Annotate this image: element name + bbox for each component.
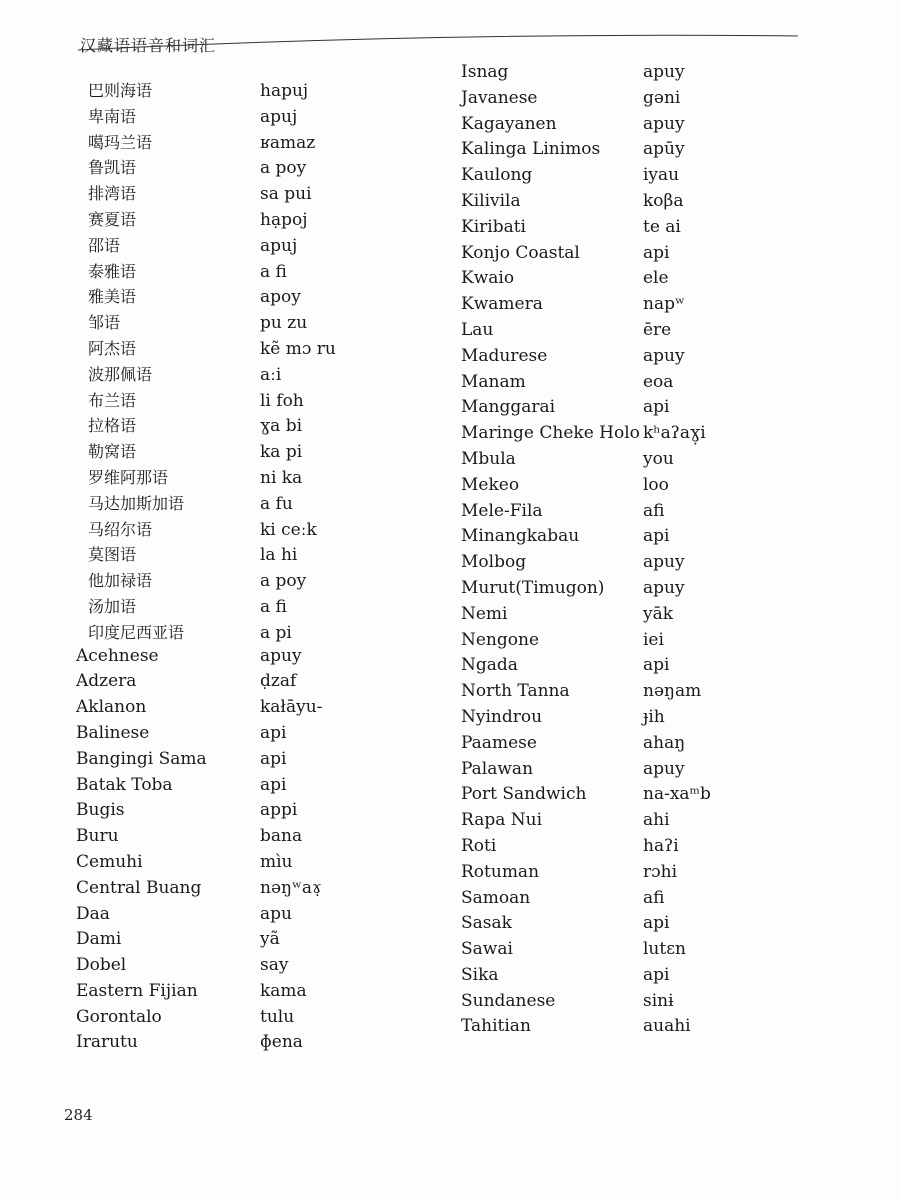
language-name: Aklanon [76, 697, 147, 718]
word-entry [461, 475, 711, 501]
word-form: lutɛn [643, 939, 686, 960]
language-name: Sika [461, 964, 499, 985]
word-entry [76, 491, 336, 517]
word-entry [461, 165, 711, 191]
word-entry [461, 655, 711, 681]
language-name: Manggarai [461, 397, 556, 418]
word-form: iyau [643, 165, 680, 186]
language-name: Palawan [461, 758, 534, 779]
word-form: appi [260, 800, 298, 821]
word-form: yã [260, 929, 280, 950]
word-entry [76, 800, 336, 826]
language-name: Irarutu [76, 1032, 138, 1053]
word-entry [461, 888, 711, 914]
word-entry [461, 836, 711, 862]
word-form: a fi [260, 596, 287, 617]
language-name: 卑南语 [88, 106, 137, 126]
language-name: Central Buang [76, 877, 202, 898]
word-form: auahi [643, 1016, 691, 1037]
word-form: kama [260, 980, 307, 1001]
language-name: Kagayanen [461, 113, 557, 134]
word-entry [76, 78, 336, 104]
word-form: apuy [643, 577, 685, 598]
word-form: api [260, 722, 287, 743]
word-form: sinɨ [643, 990, 674, 1011]
word-entry [76, 620, 336, 646]
word-form: api [643, 526, 670, 547]
language-name: Daa [76, 903, 110, 924]
word-form: mìu [260, 851, 293, 872]
language-name: Sasak [461, 913, 512, 934]
word-entry [461, 114, 711, 140]
word-form: ɣa bi [260, 416, 303, 437]
language-name: 邹语 [88, 313, 121, 333]
word-entry [76, 981, 336, 1007]
word-form: nəŋʷaɤ̣ [260, 877, 322, 898]
language-name: 莫图语 [88, 545, 137, 565]
language-name: Rotuman [461, 861, 540, 882]
language-name: 泰雅语 [88, 261, 137, 281]
word-entry [461, 139, 711, 165]
language-name: Mele-Fila [461, 500, 543, 521]
word-form: iei [643, 629, 664, 650]
word-entry [461, 913, 711, 939]
word-form: aːi [260, 364, 282, 385]
word-form: rɔhi [643, 861, 678, 882]
word-entry [76, 542, 336, 568]
language-name: Port Sandwich [461, 784, 587, 805]
word-form: a fu [260, 493, 293, 514]
word-form: ahi [643, 810, 670, 831]
word-entry [76, 671, 336, 697]
word-form: hạpoj [260, 209, 308, 230]
word-entry [461, 784, 711, 810]
word-form: gəni [643, 87, 681, 108]
language-name: 布兰语 [88, 390, 137, 410]
word-entry [461, 733, 711, 759]
language-name: Nyindrou [461, 706, 543, 727]
word-entry [76, 465, 336, 491]
language-name: Konjo Coastal [461, 242, 580, 263]
language-name: 鲁凯语 [88, 158, 137, 178]
word-form: kẽ mɔ ru [260, 338, 336, 359]
word-form: napʷ [643, 294, 685, 315]
language-name: Buru [76, 826, 119, 847]
language-name: 勒窝语 [88, 442, 137, 462]
word-form: api [643, 913, 670, 934]
word-form: say [260, 955, 289, 976]
word-form: apoy [260, 287, 301, 308]
language-name: Paamese [461, 732, 537, 753]
word-entry [76, 852, 336, 878]
word-entry [461, 604, 711, 630]
language-name: 马绍尔语 [88, 519, 153, 539]
language-name: 排湾语 [88, 184, 137, 204]
language-name: Minangkabau [461, 526, 580, 547]
word-form: apuy [643, 62, 685, 82]
word-entry [76, 284, 336, 310]
language-name: Kalinga Linimos [461, 139, 601, 160]
language-name: Sundanese [461, 990, 556, 1011]
language-name: 罗维阿那语 [88, 467, 169, 487]
word-form: bana [260, 826, 303, 847]
word-entry [76, 259, 336, 285]
language-name: Acehnese [76, 645, 159, 666]
language-name: Rapa Nui [461, 810, 543, 831]
language-name: Kaulong [461, 165, 533, 186]
word-entry [461, 423, 711, 449]
word-entry [76, 723, 336, 749]
word-entry [461, 552, 711, 578]
page-number: 284 [64, 1106, 93, 1124]
language-name: Eastern Fijian [76, 980, 198, 1001]
word-form: na-xaᵐb [643, 784, 711, 805]
word-entry [461, 526, 711, 552]
word-entry [461, 810, 711, 836]
word-entry [461, 88, 711, 114]
word-form: apuy [643, 552, 685, 573]
word-form: apuy [643, 345, 685, 366]
language-name: Molbog [461, 552, 527, 573]
word-entry [461, 991, 711, 1017]
word-entry [76, 413, 336, 439]
word-entry [76, 594, 336, 620]
word-form: afi [643, 500, 665, 521]
language-name: 他加禄语 [88, 571, 153, 591]
language-name: Gorontalo [76, 1006, 162, 1027]
language-name: North Tanna [461, 681, 570, 702]
word-form: ēre [643, 319, 672, 340]
language-name: Kilivila [461, 190, 521, 211]
word-form: ʁamaz [260, 132, 316, 153]
word-form: ahaŋ [643, 732, 686, 753]
word-form: li foh [260, 390, 304, 411]
word-entry [76, 955, 336, 981]
word-form: api [643, 964, 670, 985]
word-form: api [643, 655, 670, 676]
word-form: la hi [260, 545, 298, 566]
word-entry [76, 929, 336, 955]
language-name: Nengone [461, 629, 540, 650]
language-name: Samoan [461, 887, 531, 908]
language-name: Kwamera [461, 294, 543, 315]
word-form: apuj [260, 106, 298, 127]
word-form: apuj [260, 235, 298, 256]
word-entry [76, 568, 336, 594]
word-form: ki ceːk [260, 519, 317, 540]
language-name: Mekeo [461, 474, 520, 495]
word-form: ɸena [260, 1032, 303, 1053]
word-form: apuy [643, 758, 685, 779]
word-form: afi [643, 887, 665, 908]
language-name: 印度尼西亚语 [88, 622, 185, 642]
word-entry [76, 697, 336, 723]
word-entry [461, 346, 711, 372]
language-name: Isnag [461, 62, 509, 82]
word-form: apuy [643, 113, 685, 134]
running-header: 汉藏语语音和词汇 [80, 36, 217, 55]
word-entry [76, 749, 336, 775]
word-entry [76, 130, 336, 156]
language-name: 巴则海语 [88, 81, 153, 100]
language-name: Javanese [461, 87, 538, 108]
word-entry [461, 243, 711, 269]
language-name: 邵语 [88, 235, 121, 255]
word-form: tulu [260, 1006, 295, 1027]
language-name: Ngada [461, 655, 518, 676]
language-name: Bugis [76, 800, 125, 821]
word-entry [76, 904, 336, 930]
word-entry [461, 268, 711, 294]
language-name: Manam [461, 371, 526, 392]
word-entry [76, 878, 336, 904]
word-entry [76, 207, 336, 233]
word-form: hapuj [260, 81, 309, 101]
word-entry [461, 681, 711, 707]
language-name: Tahitian [461, 1016, 531, 1037]
word-entry [461, 630, 711, 656]
word-form: ɟih [643, 706, 665, 727]
header-rule [78, 30, 798, 54]
word-entry [76, 104, 336, 130]
left-word-list [76, 78, 336, 1058]
word-entry [76, 181, 336, 207]
word-form: pu zu [260, 313, 308, 334]
word-entry [76, 362, 336, 388]
word-form: ḍzaf [260, 671, 297, 692]
language-name: Bangingi Sama [76, 748, 207, 769]
language-name: 赛夏语 [88, 209, 137, 229]
word-form: api [643, 397, 670, 418]
word-entry [76, 1007, 336, 1033]
language-name: Lau [461, 319, 494, 340]
word-entry [461, 320, 711, 346]
word-entry [461, 939, 711, 965]
language-name: Mbula [461, 448, 516, 469]
word-entry [76, 310, 336, 336]
word-entry [76, 155, 336, 181]
word-form: yāk [643, 603, 674, 624]
language-name: 汤加语 [88, 596, 137, 616]
word-form: ele [643, 268, 669, 289]
word-entry [76, 336, 336, 362]
word-entry [76, 646, 336, 672]
word-entry [76, 1032, 336, 1058]
word-entry [461, 372, 711, 398]
right-word-list [461, 62, 711, 1042]
language-name: Dami [76, 929, 122, 950]
word-form: api [260, 774, 287, 795]
language-name: 雅美语 [88, 287, 137, 307]
word-entry [461, 1016, 711, 1042]
word-entry [461, 501, 711, 527]
language-name: 噶玛兰语 [88, 132, 153, 152]
language-name: Balinese [76, 722, 150, 743]
word-form: you [643, 448, 674, 469]
language-name: Batak Toba [76, 774, 173, 795]
language-name: Kwaio [461, 268, 515, 289]
language-name: Roti [461, 835, 497, 856]
word-form: loo [643, 474, 669, 495]
word-form: api [643, 242, 670, 263]
language-name: Kiribati [461, 216, 526, 237]
word-entry [461, 62, 711, 88]
language-name: 阿杰语 [88, 338, 137, 358]
word-entry [76, 517, 336, 543]
word-entry [461, 294, 711, 320]
word-entry [76, 826, 336, 852]
language-name: 马达加斯加语 [88, 493, 185, 513]
word-entry [461, 217, 711, 243]
word-entry [461, 397, 711, 423]
language-name: Adzera [76, 671, 137, 692]
word-form: a poy [260, 571, 307, 592]
word-entry [76, 388, 336, 414]
word-form: apu [260, 903, 292, 924]
word-form: apūy [643, 139, 685, 160]
word-entry [461, 578, 711, 604]
language-name: Murut(Timugon) [461, 577, 605, 598]
word-entry [461, 707, 711, 733]
word-form: a pi [260, 622, 292, 643]
word-form: ka pi [260, 442, 303, 463]
word-form: api [260, 748, 287, 769]
word-entry [76, 775, 336, 801]
word-entry [76, 439, 336, 465]
word-entry [461, 191, 711, 217]
word-form: haʔi [643, 835, 679, 856]
language-name: Sawai [461, 939, 513, 960]
word-entry [461, 965, 711, 991]
language-name: 拉格语 [88, 416, 137, 436]
language-name: 波那佩语 [88, 364, 153, 384]
word-form: eoa [643, 371, 674, 392]
word-form: ni ka [260, 467, 303, 488]
language-name: Dobel [76, 955, 127, 976]
word-form: te ai [643, 216, 681, 237]
word-form: apuy [260, 645, 302, 666]
word-entry [461, 759, 711, 785]
word-entry [76, 233, 336, 259]
language-name: Maringe Cheke Holo [461, 423, 640, 444]
word-form: nəŋam [643, 681, 702, 702]
language-name: Nemi [461, 603, 508, 624]
word-entry [461, 862, 711, 888]
word-form: kʰaʔaɣ̣i [643, 423, 706, 444]
word-entry [461, 449, 711, 475]
word-form: sa pui [260, 184, 312, 205]
word-form: kałāyu- [260, 697, 323, 718]
language-name: Cemuhi [76, 851, 143, 872]
word-form: a poy [260, 158, 307, 179]
word-form: a fi [260, 261, 287, 282]
word-form: koβa [643, 190, 684, 211]
language-name: Madurese [461, 345, 548, 366]
